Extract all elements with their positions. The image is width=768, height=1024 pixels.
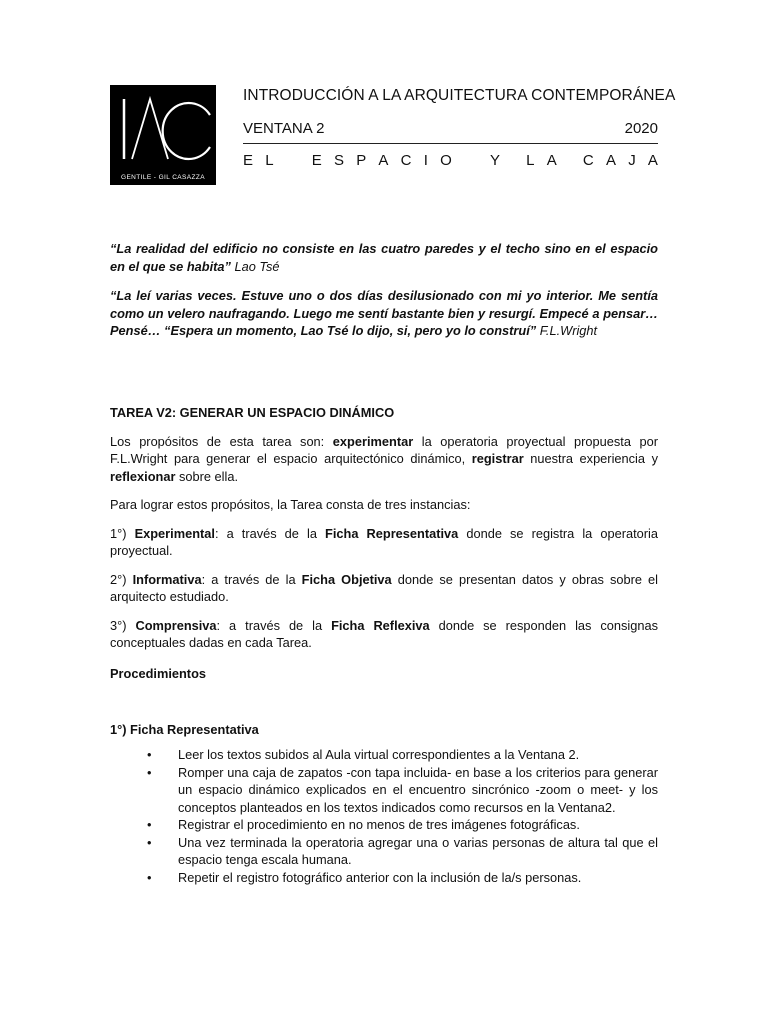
logo-caption: GENTILE - GIL CASAZZA [120,174,205,181]
text-run: Experimental [134,525,215,541]
list-item-text: Romper una caja de zapatos -con tapa incluida- en base a los criterios para generar un espacio dinámico explicados en el encuentro sincrónico -zoom o meet- y los conceptos planteados en los textos indicados como recursos en la Ventana2. [178,764,658,815]
text-run: Los propósitos de esta tarea son: [110,433,333,449]
subtitle-letter: C [582,152,594,169]
year-label: 2020 [624,120,658,137]
quote-text: “La realidad del edificio no consiste en las cuatro paredes y el techo sino en el espacio en el que se habita” [110,241,658,274]
ventana-label: VENTANA 2 [243,120,325,137]
list-item [110,816,658,834]
quote-wright [110,287,658,340]
text-run: registrar [471,451,524,466]
subtitle-letter: A [546,152,557,169]
subtitle-letter: A [605,152,616,169]
procedures-list [110,746,658,886]
list-item [110,834,658,869]
text-run: experimentar [332,433,414,449]
text-run: nuestra experiencia y [523,451,658,466]
subtitle-letter: C [400,152,412,169]
text-run: : a través de la [216,617,332,633]
text-run: Comprensiva [135,617,217,633]
subtitle-letter: I [423,152,428,169]
text-run: Ficha Representativa [325,525,459,541]
list-item-text: Leer los textos subidos al Aula virtual correspondientes a la Ventana 2. [178,747,580,762]
instance-1 [110,525,658,560]
subtitle-letter: L [265,152,274,169]
text-run: donde se registra la operatoria proyectual. [110,525,658,558]
text-run: donde se responden las consignas conceptuales dadas en cada Tarea. [110,617,659,650]
text-run: Informativa [132,571,202,587]
text-run: la operatoria proyectual propuesta por F.L.Wright para generar el espacio arquitectónico dinámico, [110,433,658,466]
quotes-block [110,240,658,340]
text-run: Ficha Reflexiva [331,617,430,633]
course-title: INTRODUCCIÓN A LA ARQUITECTURA CONTEMPORÁNEA [243,87,676,104]
instance-2 [110,571,658,606]
subtitle-letter: J [628,152,636,169]
quote-lao-tse [110,240,658,275]
subtitle-spaced [243,152,658,169]
iac-logo [110,85,216,185]
list-item [110,869,658,887]
quote-author: Lao Tsé [234,258,280,274]
bullet-icon: • [147,764,152,780]
bullet-icon: • [147,817,152,832]
subtitle-letter: Y [489,152,500,169]
list-item [110,746,658,764]
text-run: reflexionar [110,468,176,484]
subtitle-letter: O [440,152,452,169]
list-item-text: Una vez terminada la operatoria agregar una o varias personas de altura tal que el espacio tenga escala humana. [178,834,658,867]
list-item-text: Repetir el registro fotográfico anterior con la inclusión de la/s personas. [178,869,582,885]
text-run: 1°) [110,525,135,541]
text-run: donde se presentan datos y obras sobre el arquitecto estudiado. [110,571,658,604]
header-divider [243,143,658,144]
subtitle-letter: P [356,152,367,169]
bullet-icon: • [147,747,152,762]
procedures-list-wrap [110,746,658,886]
text-run: Ficha Objetiva [301,571,392,587]
task-purpose-paragraph [110,433,658,486]
text-run: 3°) [110,617,136,633]
procedures-heading: Procedimientos [110,666,207,681]
ficha-representativa-heading: 1°) Ficha Representativa [110,722,259,737]
bullet-icon: • [147,834,152,850]
task-instances-intro: Para lograr estos propósitos, la Tarea consta de tres instancias: [110,497,471,512]
text-run: 2°) [110,571,133,587]
list-item [110,764,658,817]
instance-3 [110,617,658,652]
task-section [110,404,658,652]
text-run: : a través de la [201,571,302,587]
subtitle-letter: A [378,152,389,169]
subtitle-letter: E [311,152,322,169]
task-heading: TAREA V2: GENERAR UN ESPACIO DINÁMICO [110,405,395,420]
subtitle-letter: S [333,152,344,169]
quote-author: F.L.Wright [539,323,598,338]
subtitle-letter: L [526,152,535,169]
subtitle-letter: E [243,152,254,169]
quote-text: “La leí varias veces. Estuve uno o dos días desilusionado con mi yo interior. Me sentía como un velero naufragando. Luego me sentí bastante bien y resurgí. Empecé a pensar…Pensé… “Espera un momento, Lao Tsé lo dijo, si, pero yo lo construí” [110,288,658,338]
list-item-text: Registrar el procedimiento en no menos de tres imágenes fotográficas. [178,817,580,832]
text-run: : a través de la [214,525,326,541]
text-run: sobre ella. [175,468,239,484]
bullet-icon: • [147,869,152,885]
subtitle-letter: A [647,152,658,169]
